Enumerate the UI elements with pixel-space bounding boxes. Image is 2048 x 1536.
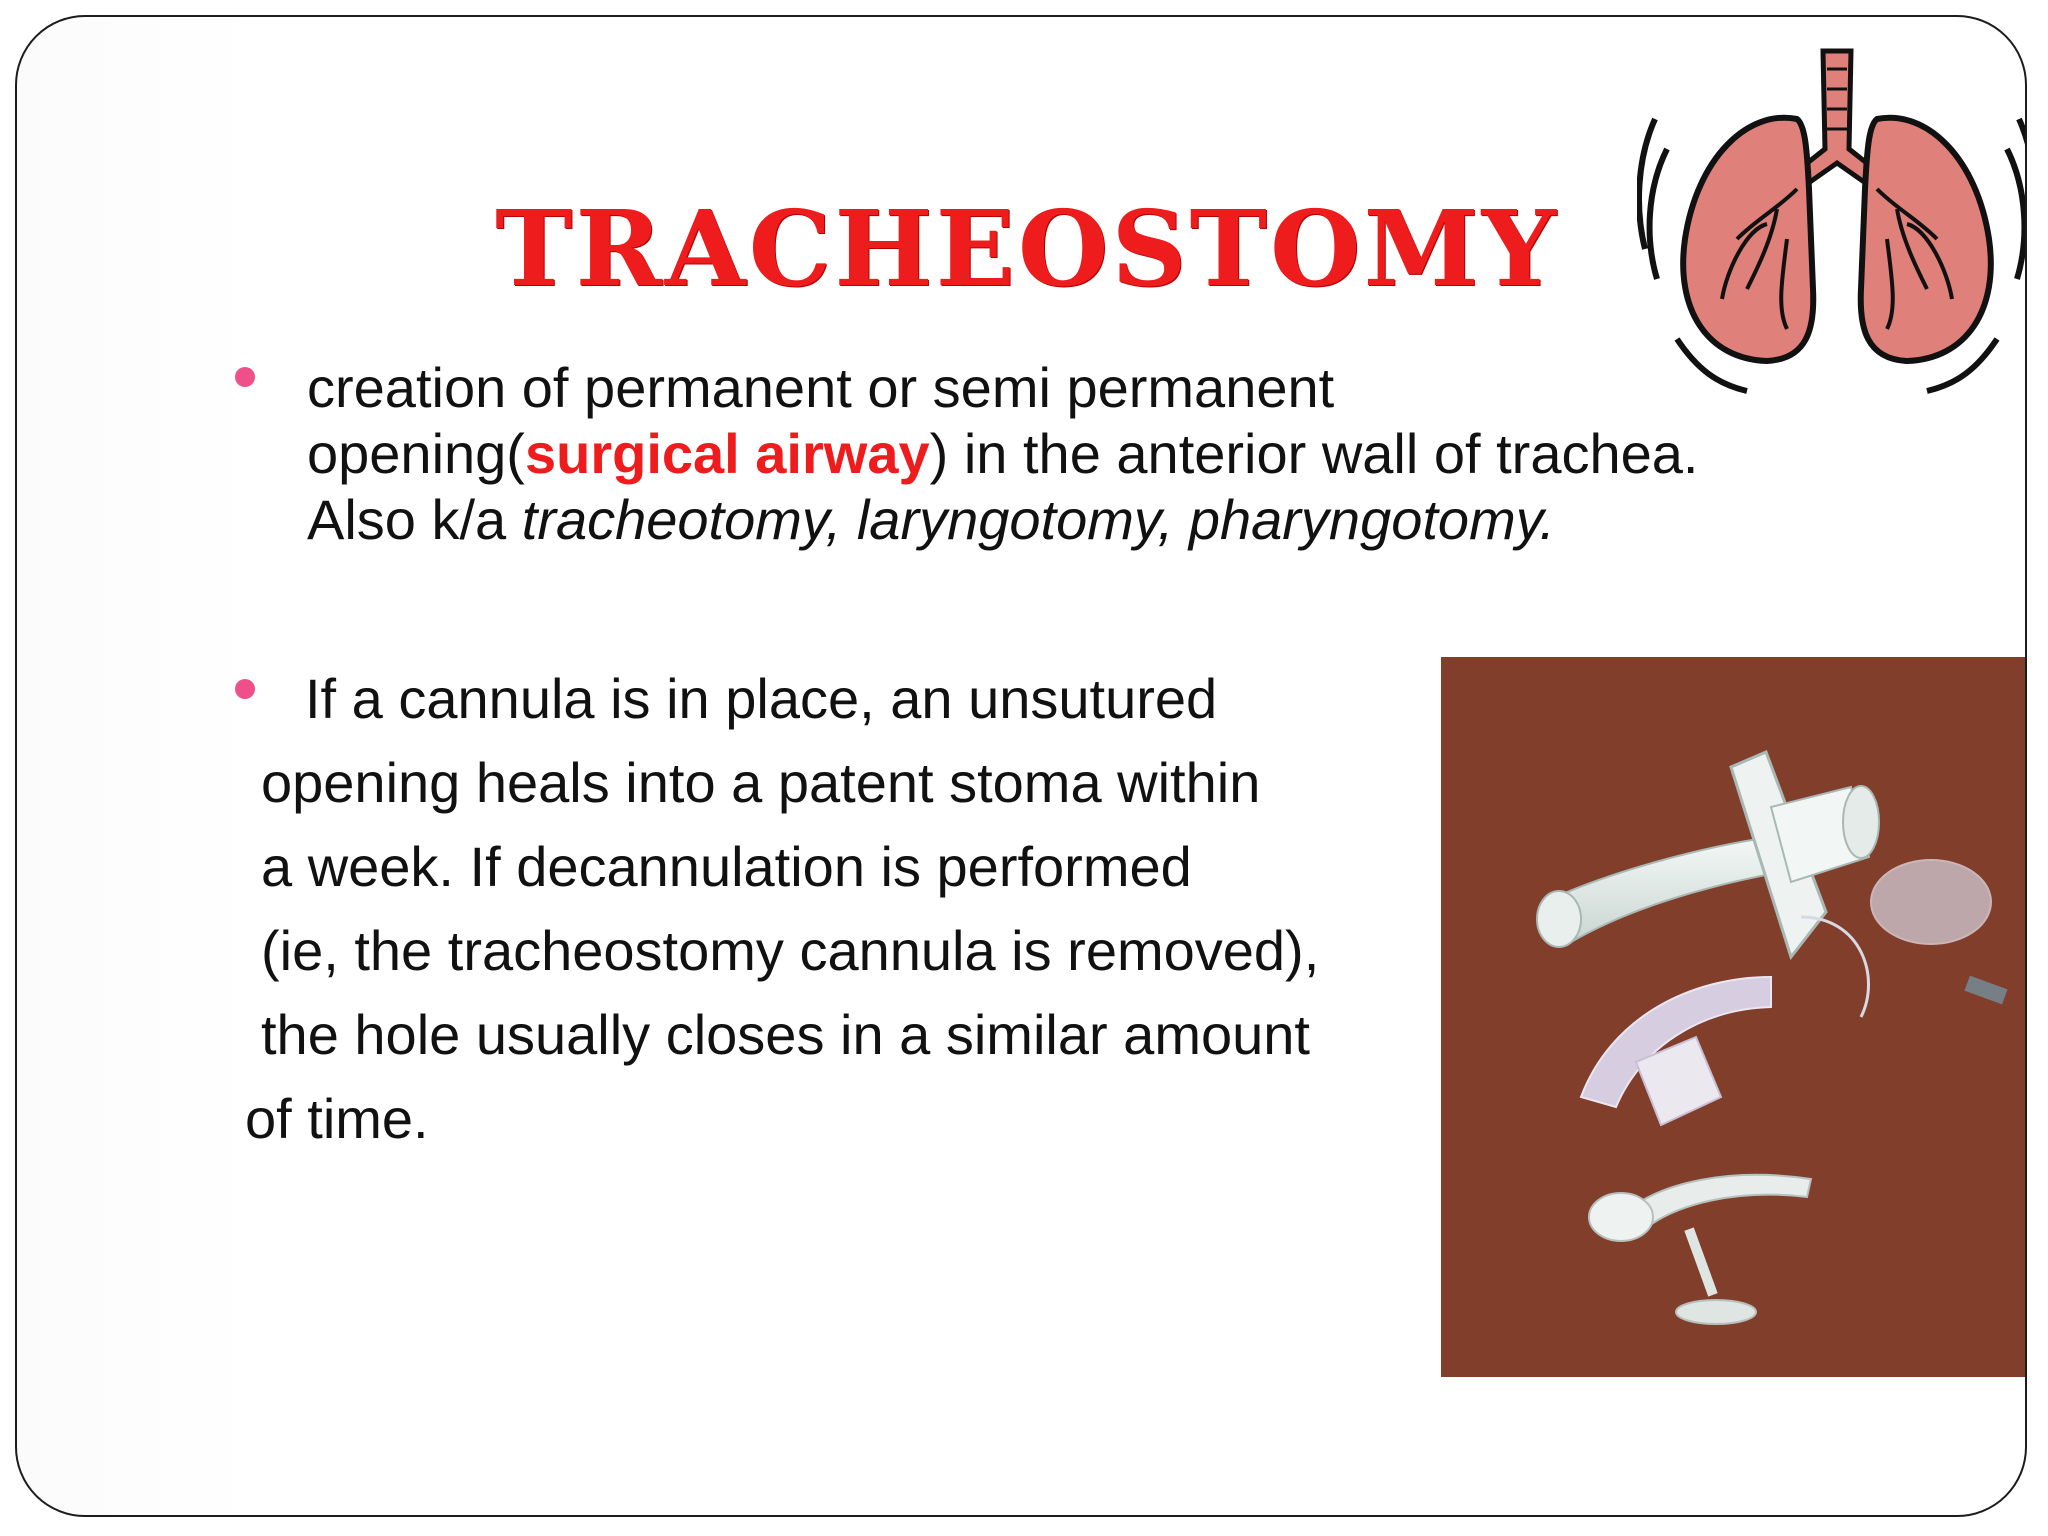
bullet2-line: of time. [245, 1087, 429, 1150]
bullet2-line: the hole usually closes in a similar amount [261, 1003, 1310, 1066]
bullet-dot [235, 367, 255, 387]
synonyms-italic: tracheotomy, laryngotomy, pharyngotomy. [521, 488, 1556, 551]
bullet2-line: a week. If decannulation is performed [261, 835, 1192, 898]
bullet1-line3 [307, 487, 1937, 553]
bullet2-line: opening heals into a patent stoma within [261, 751, 1261, 814]
bullet1-line3-pre: Also k/a [307, 488, 522, 551]
bullet1-line2-post: ) in the anterior wall of trachea. [929, 422, 1699, 485]
tracheostomy-tube-photo [1441, 657, 2027, 1377]
bullet1-line2-pre: opening( [307, 422, 525, 485]
bullet1-line1: creation of permanent or semi permanent [307, 356, 1335, 419]
surgical-airway-highlight: surgical airway [524, 422, 930, 485]
lungs-icon [1637, 39, 2027, 409]
bullet2-line: (ie, the tracheostomy cannula is removed), [261, 919, 1320, 982]
bullet2-line: If a cannula is in place, an unsutured [305, 667, 1218, 730]
bullet1-line2 [307, 421, 1937, 487]
slide-frame [15, 15, 2027, 1517]
bullet-definition [307, 355, 1937, 553]
bullet-dot [235, 679, 255, 699]
slide-title: TRACHEOSTOMY [495, 187, 1559, 310]
bullet-cannula [245, 657, 1457, 1161]
